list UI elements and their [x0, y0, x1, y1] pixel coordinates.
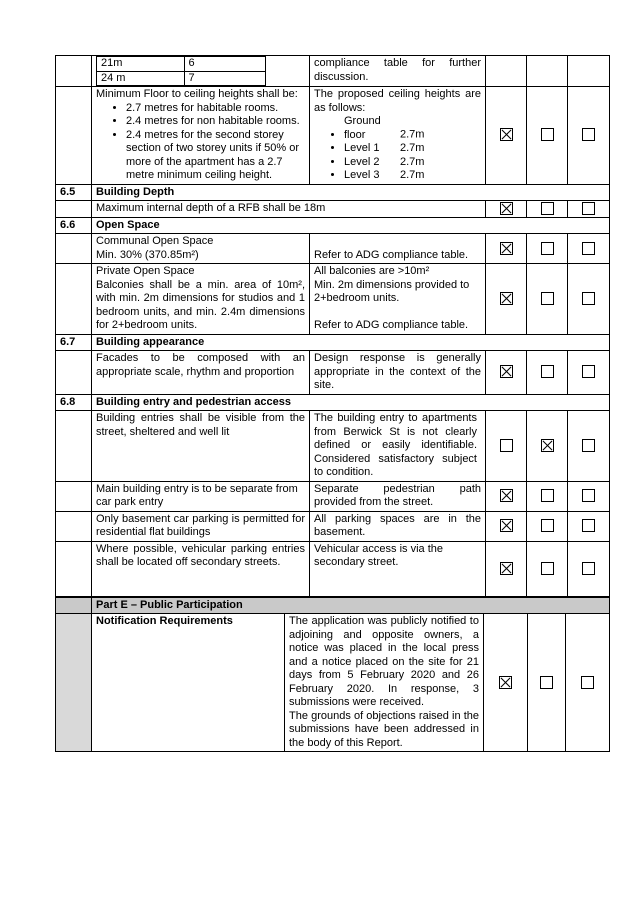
- requirement-heading: Communal Open Space: [96, 235, 214, 247]
- building-depth-row: [56, 201, 610, 218]
- response-text: The grounds of objections raised in the submissions have been addressed in the body of this Report.: [289, 709, 479, 749]
- private-open-space-row: [56, 264, 610, 335]
- requirement-heading: Notification Requirements: [92, 614, 285, 752]
- section-title: Open Space: [92, 217, 610, 234]
- checkbox[interactable]: [541, 489, 554, 502]
- ceiling-levels-list: [314, 115, 481, 183]
- checkbox[interactable]: [582, 202, 595, 215]
- checked-checkbox[interactable]: [500, 292, 513, 305]
- ceiling-height-row: [56, 87, 610, 185]
- response-text: Min. 2m dimensions provided to 2+bedroom units.: [314, 278, 470, 304]
- section-header-6-8: [56, 394, 610, 411]
- checkbox[interactable]: [540, 676, 553, 689]
- response-text: Refer to ADG compliance table.: [310, 234, 486, 264]
- requirement-text: Facades to be composed with an appropriate scale, rhythm and proportion: [92, 351, 310, 395]
- height-storey-table: [96, 56, 266, 86]
- table-row: [97, 57, 266, 72]
- section-header-6-6: [56, 217, 610, 234]
- response-text: The application was publicly notified to adjoining and opposite owners, a notice was placed in the local press and a notice placed on the site for 21 days from 5 February 2020 and 26 February 2020. In response, 3 submissions were received.: [289, 615, 479, 708]
- response-text: The building entry to apartments from Berwick St is not clearly defined or easily identifiable. Considered satisfactory subject to condition.: [310, 411, 486, 482]
- checkbox[interactable]: [541, 242, 554, 255]
- checkbox[interactable]: [541, 562, 554, 575]
- table-row: [97, 71, 266, 86]
- response-text: Design response is generally appropriate in the context of the site.: [310, 351, 486, 395]
- response-text: Refer to ADG compliance table.: [314, 318, 469, 331]
- requirement-text: Maximum internal depth of a RFB shall be 18m: [92, 201, 486, 218]
- list-item: • Level 3 2.7m: [344, 169, 481, 183]
- checked-checkbox[interactable]: [499, 676, 512, 689]
- list-item: • Ground floor 2.7m: [344, 115, 481, 142]
- section-header-6-5: [56, 184, 610, 201]
- checkbox[interactable]: [582, 489, 595, 502]
- checked-checkbox[interactable]: [500, 128, 513, 141]
- checkbox[interactable]: [541, 519, 554, 532]
- requirement-text: Where possible, vehicular parking entries shall be located off secondary streets.: [92, 541, 310, 596]
- ceiling-requirement-intro: Minimum Floor to ceiling heights shall be:: [96, 88, 298, 100]
- section-title: Building Depth: [92, 184, 610, 201]
- compliance-document: [55, 55, 609, 752]
- list-item: • Level 1 2.7m: [344, 142, 481, 156]
- checkbox[interactable]: [500, 439, 513, 452]
- part-e-table: [55, 597, 610, 753]
- height-comment: compliance table for further discussion.: [310, 56, 486, 87]
- ceiling-requirement-list: [96, 102, 305, 183]
- list-item: • 2.7 metres for habitable rooms.: [126, 102, 305, 116]
- checkbox[interactable]: [582, 519, 595, 532]
- checked-checkbox[interactable]: [500, 519, 513, 532]
- compliance-table: [55, 55, 610, 597]
- checkbox[interactable]: [582, 128, 595, 141]
- section-header-6-7: [56, 334, 610, 351]
- checkbox[interactable]: [582, 439, 595, 452]
- vehicular-entry-row: [56, 541, 610, 596]
- storeys-cell: 7: [184, 71, 265, 86]
- requirement-text: Main building entry is to be separate from car park entry: [92, 481, 310, 511]
- checked-checkbox[interactable]: [500, 489, 513, 502]
- list-item: • Level 2 2.7m: [344, 156, 481, 170]
- response-text: All parking spaces are in the basement.: [310, 511, 486, 541]
- storeys-cell: 6: [184, 57, 265, 72]
- notification-row: [56, 614, 610, 752]
- section-title: Building entry and pedestrian access: [92, 394, 610, 411]
- part-title: Part E – Public Participation: [92, 597, 610, 614]
- ceiling-response-intro: The proposed ceiling heights are as follows:: [314, 88, 481, 114]
- checkbox[interactable]: [582, 562, 595, 575]
- list-item: • 2.4 metres for non habitable rooms.: [126, 115, 305, 129]
- checked-checkbox[interactable]: [500, 202, 513, 215]
- entry-separation-row: [56, 481, 610, 511]
- response-text: All balconies are >10m²: [314, 265, 430, 277]
- response-text: Separate pedestrian path provided from the street.: [310, 481, 486, 511]
- checkbox[interactable]: [582, 365, 595, 378]
- requirement-text: Building entries shall be visible from the street, sheltered and well lit: [92, 411, 310, 482]
- checkbox[interactable]: [541, 292, 554, 305]
- checkbox[interactable]: [541, 128, 554, 141]
- requirement-text: Only basement car parking is permitted for residential flat buildings: [92, 511, 310, 541]
- section-number: 6.7: [56, 334, 92, 351]
- communal-open-space-row: [56, 234, 610, 264]
- checkbox[interactable]: [541, 202, 554, 215]
- entry-visibility-row: [56, 411, 610, 482]
- section-title: Building appearance: [92, 334, 610, 351]
- checked-checkbox[interactable]: [500, 242, 513, 255]
- list-item: • 2.4 metres for the second storey section of two storey units if 50% or more of the apartment has a 2.7 metre minimum ceiling height.: [126, 129, 305, 183]
- requirement-text: Min. 30% (370.85m²): [96, 248, 199, 261]
- section-number: 6.5: [56, 184, 92, 201]
- section-number: 6.6: [56, 217, 92, 234]
- checkbox[interactable]: [581, 676, 594, 689]
- checked-checkbox[interactable]: [541, 439, 554, 452]
- response-text: Vehicular access is via the secondary street.: [310, 541, 486, 596]
- checkbox[interactable]: [582, 292, 595, 305]
- height-cell: 24 m: [97, 71, 185, 86]
- building-appearance-row: [56, 351, 610, 395]
- height-row: [56, 56, 610, 87]
- checkbox[interactable]: [541, 365, 554, 378]
- checkbox[interactable]: [582, 242, 595, 255]
- checked-checkbox[interactable]: [500, 365, 513, 378]
- requirement-text: Balconies shall be a min. area of 10m², with min. 2m dimensions for studios and 1 bedroom units, and min. 2.4m dimensions for 2+bedroom units.: [96, 278, 305, 331]
- basement-parking-row: [56, 511, 610, 541]
- section-number: 6.8: [56, 394, 92, 411]
- checked-checkbox[interactable]: [500, 562, 513, 575]
- requirement-heading: Private Open Space: [96, 265, 195, 277]
- height-cell: 21m: [97, 57, 185, 72]
- part-e-header: [56, 597, 610, 614]
